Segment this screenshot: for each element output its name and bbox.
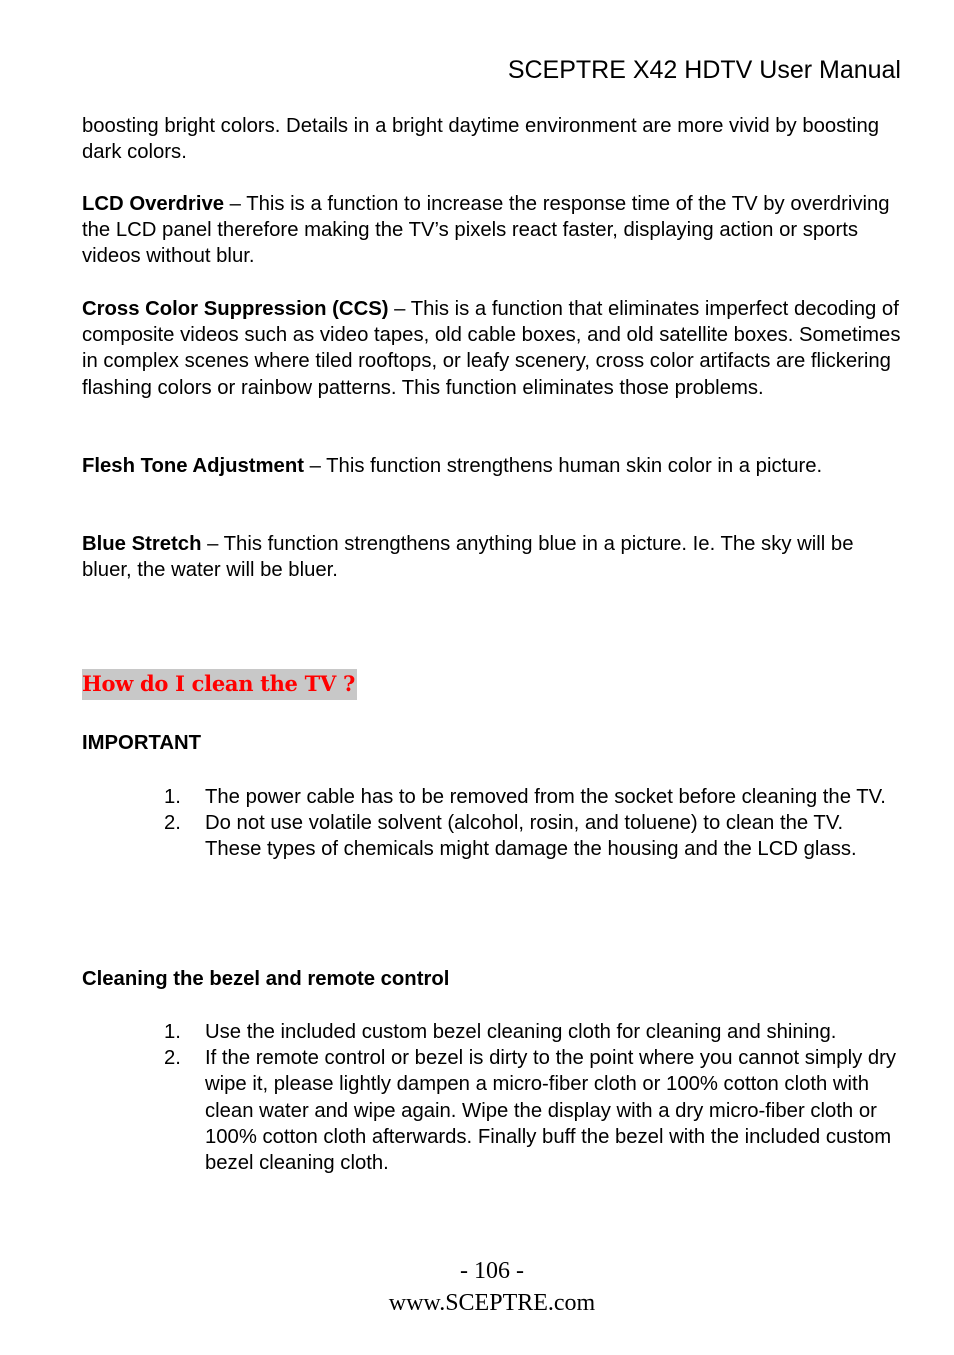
feature-blue-stretch — [82, 531, 902, 583]
list-item — [82, 1019, 902, 1045]
list-text: If the remote control or bezel is dirty to the point where you cannot simply dry wipe it, please lightly dampen a micro-fiber cloth or 100% cotton cloth with clean water and wipe again. Wipe the display with a dry micro-fiber cloth or 100% cotton cloth afterwards. Finally buff the bezel with the included custom bezel cleaning cloth. — [205, 1047, 897, 1175]
list-item — [82, 784, 902, 810]
list-text: Do not use volatile solvent (alcohol, rosin, and toluene) to clean the TV. These types of chemicals might damage the housing and the LCD glass. — [205, 812, 857, 861]
list-number: 2. — [164, 1047, 181, 1070]
feature-description: – This is a function that eliminates imperfect decoding of composite videos such as video tapes, old cable boxes, and old satellite boxes. Sometimes in complex scenes where tiled rooftops, or leafy scenery, cross color artifacts are flickering flashing colors or rainbow patterns. This function eliminates those problems. — [82, 298, 901, 399]
feature-description: – This function strengthens anything blue in a picture. Ie. The sky will be bluer, the water will be bluer. — [82, 533, 854, 582]
feature-term: Blue Stretch — [82, 533, 202, 555]
list-text: Use the included custom bezel cleaning cloth for cleaning and shining. — [205, 1021, 837, 1043]
feature-lcd-overdrive — [82, 191, 902, 270]
list-item — [82, 810, 902, 862]
footer-url: www.SCEPTRE.com — [388, 1290, 596, 1316]
list-item — [82, 1045, 902, 1176]
intro-paragraph: boosting bright colors. Details in a bright daytime environment are more vivid by boosting dark colors. — [82, 115, 879, 164]
feature-ccs — [82, 296, 902, 401]
list-number: 1. — [164, 786, 181, 808]
page-number: - 106 - — [460, 1258, 524, 1284]
list-number: 1. — [164, 1021, 181, 1043]
section-heading-cleaning: How do I clean the TV ? — [82, 669, 357, 700]
feature-term: Flesh Tone Adjustment — [82, 455, 304, 477]
important-title: IMPORTANT — [82, 732, 202, 754]
feature-description: – This is a function to increase the response time of the TV by overdriving the LCD panel therefore making the TV’s pixels react faster, displaying action or sports videos without blur. — [82, 193, 890, 268]
cleaning-title: Cleaning the bezel and remote control — [82, 968, 450, 990]
cleaning-list — [82, 1019, 902, 1176]
feature-term: LCD Overdrive — [82, 193, 225, 215]
feature-flesh-tone — [82, 453, 902, 479]
feature-description: – This function strengthens human skin color in a picture. — [303, 455, 823, 477]
list-number: 2. — [164, 812, 181, 835]
page-header-title: SCEPTRE X42 HDTV User Manual — [507, 56, 901, 84]
list-text: The power cable has to be removed from the socket before cleaning the TV. — [205, 786, 886, 808]
important-list — [82, 784, 902, 863]
feature-term: Cross Color Suppression (CCS) — [82, 298, 389, 320]
